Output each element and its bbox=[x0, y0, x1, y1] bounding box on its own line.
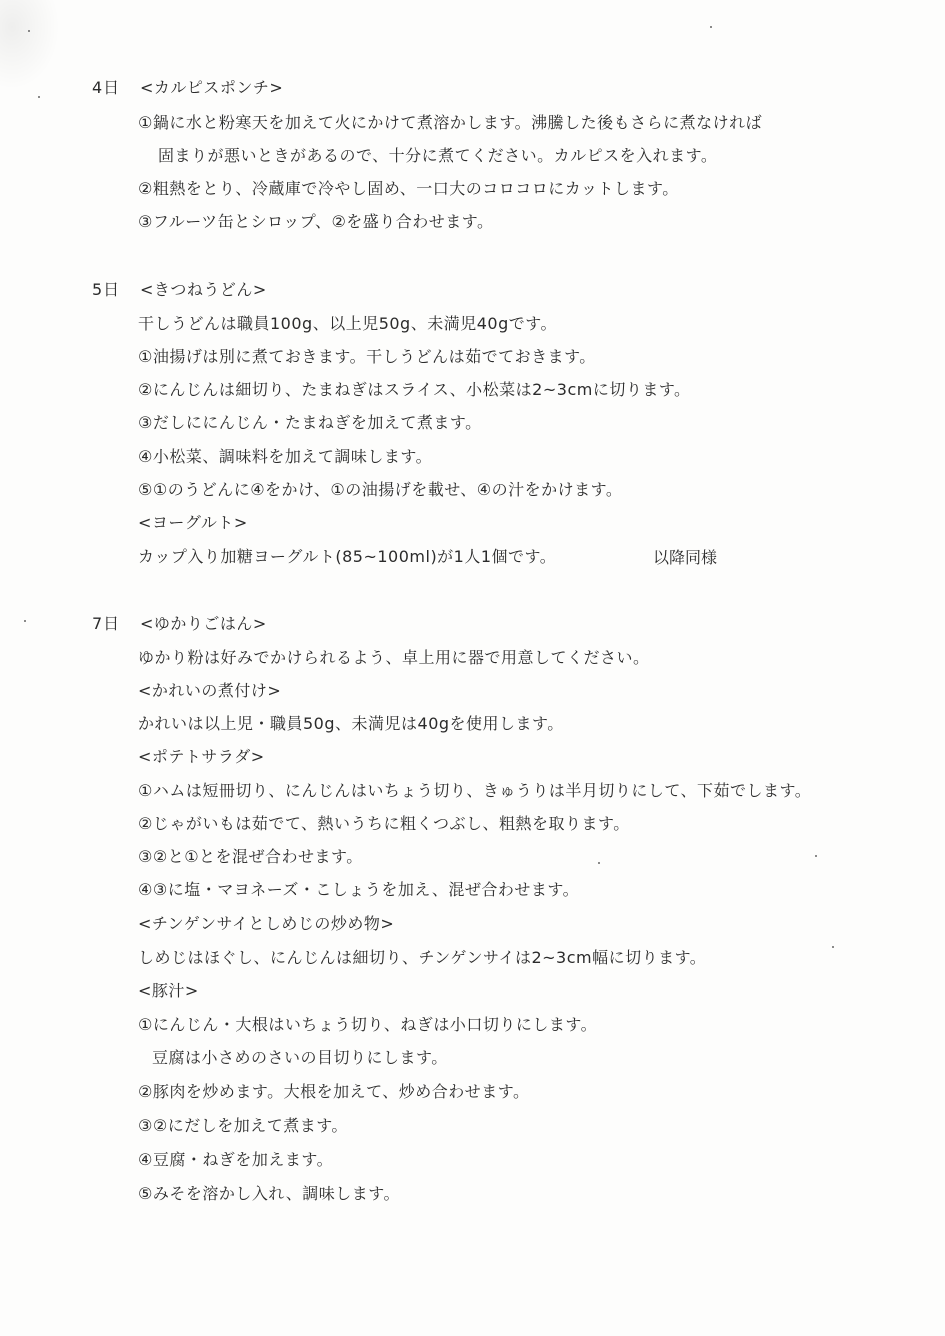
recipe-step: ゆかり粉は好みでかけられるよう、卓上用に器で用意してください。 bbox=[138, 648, 650, 667]
note-same-hereafter: 以降同様 bbox=[653, 548, 718, 567]
recipe-step: ②粗熱をとり、冷蔵庫で冷やし固め、一口大のコロコロにカットします。 bbox=[138, 179, 679, 198]
recipe-step: 豆腐は小さめのさいの目切りにします。 bbox=[152, 1048, 448, 1067]
recipe-title-potato-salad: <ポテトサラダ> bbox=[138, 747, 265, 766]
scan-speck bbox=[832, 946, 834, 948]
day-label-7: 7日 bbox=[92, 614, 121, 633]
recipe-step: ③フルーツ缶とシロップ、②を盛り合わせます。 bbox=[138, 212, 494, 231]
scan-speck bbox=[28, 30, 30, 32]
recipe-title-karei: <かれいの煮付け> bbox=[138, 681, 282, 700]
day-label-5: 5日 bbox=[92, 280, 121, 299]
recipe-title-tonjiru: <豚汁> bbox=[138, 981, 199, 1000]
recipe-step: ①ハムは短冊切り、にんじんはいちょう切り、きゅうりは半月切りにして、下茹でします。 bbox=[138, 781, 812, 800]
recipe-step: ①にんじん・大根はいちょう切り、ねぎは小口切りにします。 bbox=[138, 1015, 598, 1034]
recipe-step: カップ入り加糖ヨーグルト(85~100ml)が1人1個です。 bbox=[138, 547, 557, 566]
recipe-title-stirfry: <チンゲンサイとしめじの炒め物> bbox=[138, 914, 395, 933]
recipe-step: かれいは以上児・職員50g、未満児は40gを使用します。 bbox=[138, 714, 564, 733]
recipe-step: ①鍋に水と粉寒天を加えて火にかけて煮溶かします。沸騰した後もさらに煮なければ bbox=[138, 113, 763, 132]
scan-speck bbox=[24, 620, 26, 622]
recipe-step: ③②と①とを混ぜ合わせます。 bbox=[138, 847, 363, 866]
recipe-step: しめじはほぐし、にんじんは細切り、チンゲンサイは2~3cm幅に切ります。 bbox=[138, 948, 707, 967]
recipe-title-yogurt: <ヨーグルト> bbox=[138, 513, 248, 532]
recipe-step: ④豆腐・ねぎを加えます。 bbox=[138, 1150, 334, 1169]
scan-speck bbox=[38, 96, 40, 98]
recipe-step: ①油揚げは別に煮ておきます。干しうどんは茹でておきます。 bbox=[138, 347, 596, 366]
recipe-step: ②じゃがいもは茹でて、熱いうちに粗くつぶし、粗熱を取ります。 bbox=[138, 814, 630, 833]
scan-speck bbox=[710, 26, 712, 28]
recipe-title-kitsune-udon: <きつねうどん> bbox=[140, 280, 267, 299]
recipe-step: ⑤みそを溶かし入れ、調味します。 bbox=[138, 1184, 401, 1203]
recipe-step: ⑤①のうどんに④をかけ、①の油揚げを載せ、④の汁をかけます。 bbox=[138, 480, 623, 499]
scan-speck bbox=[598, 862, 600, 864]
recipe-step: 干しうどんは職員100g、以上児50g、未満児40gです。 bbox=[138, 314, 557, 333]
recipe-title-yukari-rice: <ゆかりごはん> bbox=[140, 614, 267, 633]
recipe-step: ②にんじんは細切り、たまねぎはスライス、小松菜は2~3cmに切ります。 bbox=[138, 380, 691, 399]
scan-shadow bbox=[0, 0, 60, 90]
day-label-4: 4日 bbox=[92, 78, 121, 97]
scan-speck bbox=[815, 855, 817, 857]
recipe-step: ③②にだしを加えて煮ます。 bbox=[138, 1116, 348, 1135]
recipe-step: ④③に塩・マヨネーズ・こしょうを加え、混ぜ合わせます。 bbox=[138, 880, 580, 899]
recipe-step: ④小松菜、調味料を加えて調味します。 bbox=[138, 447, 433, 466]
recipe-step: ②豚肉を炒めます。大根を加えて、炒め合わせます。 bbox=[138, 1082, 530, 1101]
recipe-step: ③だしににんじん・たまねぎを加えて煮ます。 bbox=[138, 413, 482, 432]
recipe-title-calpis-punch: <カルピスポンチ> bbox=[140, 78, 284, 97]
recipe-step: 固まりが悪いときがあるので、十分に煮てください。カルピスを入れます。 bbox=[158, 146, 718, 165]
